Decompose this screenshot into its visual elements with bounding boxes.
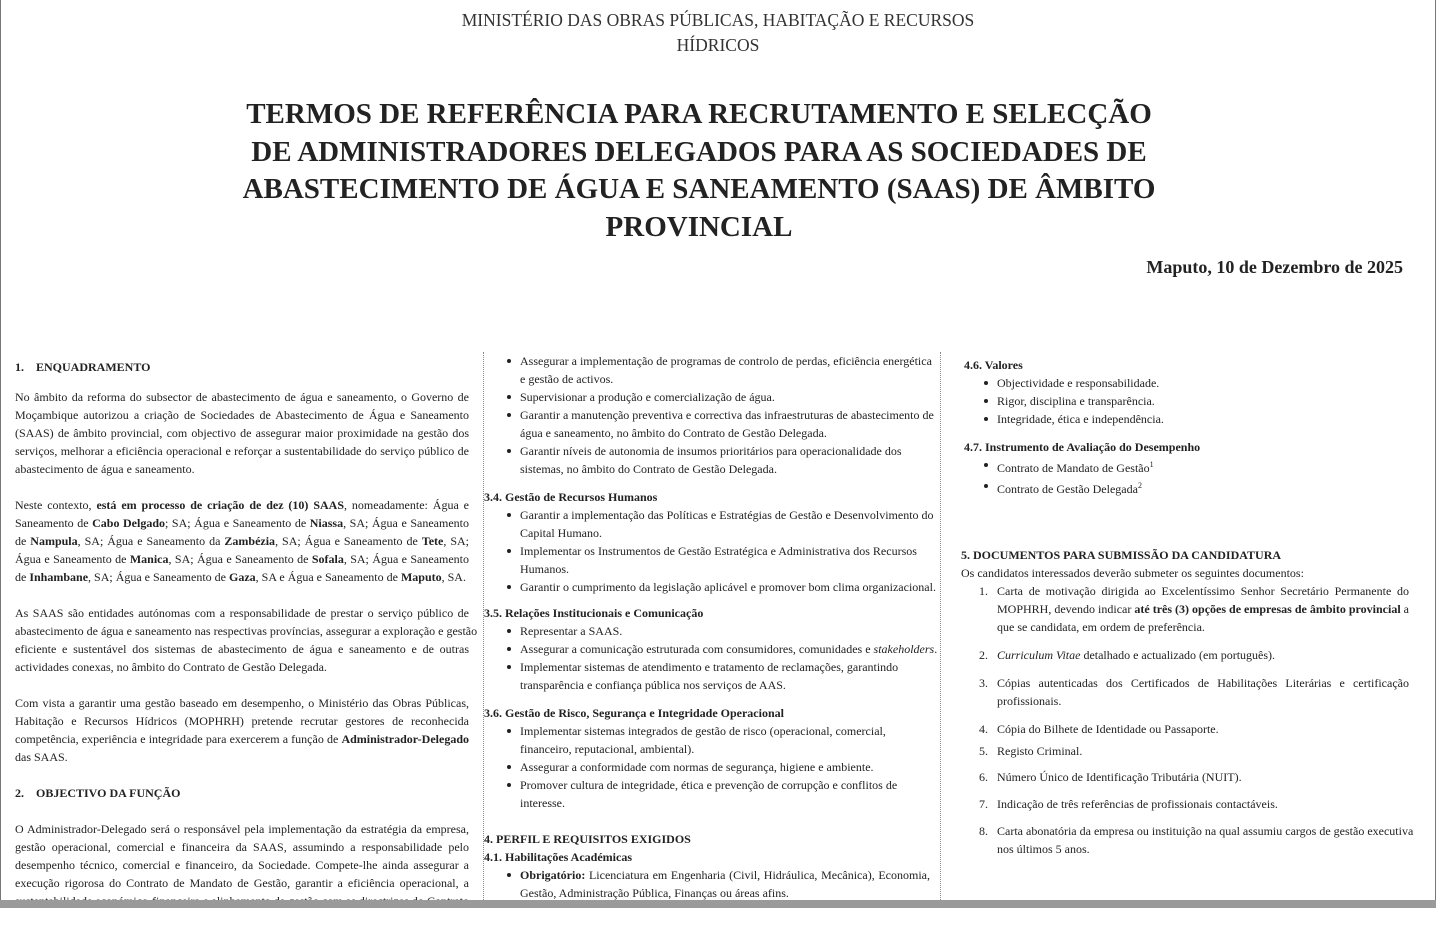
list-item: Garantir o cumprimento da legislação aplicável e promover bom clima organizacional. (484, 578, 940, 596)
section-3-6-heading: 3.6. Gestão de Risco, Segurança e Integridade Operacional (484, 706, 784, 720)
list-item: Assegurar a conformidade com normas de segurança, higiene e ambiente. (484, 758, 940, 776)
horizontal-scrollbar[interactable] (0, 900, 1436, 908)
list-item: Implementar sistemas de atendimento e tratamento de reclamações, garantindo transparência e confiança pública nos serviços de AAS. (484, 658, 940, 694)
section-3-5-heading: 3.5. Relações Institucionais e Comunicação (484, 606, 704, 620)
list-item: Contrato de Mandato de Gestão$^1$ (961, 456, 1409, 477)
list-item: Objectividade e responsabilidade. (961, 374, 1409, 392)
paragraph-4: Com vista a garantir uma gestão baseado em desempenho, o Ministério das Obras Públicas, Habitação e Recursos Hídricos (MOPHRH) pretende recrutar gestores de reconhecida competência, experiência e integridade para exercerem a função de Administrador-Delegado das SAAS. (15, 696, 469, 764)
section-1-heading: 1. ENQUADRAMENTO (15, 360, 151, 374)
section-5-heading: 5. DOCUMENTOS PARA SUBMISSÃO DA CANDIDATURA (961, 548, 1282, 562)
ministry-line-1: MINISTÉRIO DAS OBRAS PÚBLICAS, HABITAÇÃO E RECURSOS (461, 10, 975, 30)
list-item: Garantir a implementação das Políticas e Estratégias de Gestão e Desenvolvimento do Capital Humano. (484, 506, 940, 542)
column-2 (483, 352, 941, 900)
document-title (231, 96, 1167, 246)
paragraph-3: As SAAS são entidades autónomas com a responsabilidade de prestar o serviço público de abastecimento de água e saneamento nas respectivas províncias, assegurar a exploração e gestão eficiente e sustentável dos sistemas de abastecimento de água e saneamento e de outras actividades conexas, no âmbito do Contrato de Gestão Delegada. (15, 606, 478, 674)
list-item: 4. Cópia do Bilhete de Identidade ou Passaporte. (979, 722, 1219, 736)
section-4-1-heading: 4.1. Habilitações Académicas (484, 850, 632, 864)
bullet-list-hr (484, 506, 940, 596)
list-item: Assegurar a implementação de programas de controlo de perdas, eficiência energética e gestão de activos. (484, 352, 940, 388)
list-item: Implementar sistemas integrados de gestão de risco (operacional, comercial, financeiro, reputacional, ambiental). (484, 722, 940, 758)
footnote-ref-2: 2 (1137, 481, 1142, 490)
list-item: Obrigatório: Licenciatura em Engenharia (Civil, Hidráulica, Mecânica), Economia, Gestão, Administração Pública, Finanças ou áreas afins. (484, 866, 940, 902)
list-item: Supervisionar a produção e comercialização de água. (484, 388, 940, 406)
section-5-intro: Os candidatos interessados deverão submeter os seguintes documentos: (961, 566, 1304, 580)
section-4-heading: 4. PERFIL E REQUISITOS EXIGIDOS (484, 832, 691, 846)
title-line-2: DE ADMINISTRADORES DELEGADOS PARA AS SOCIEDADES DE (251, 135, 1147, 168)
column-3 (961, 352, 1414, 858)
bullet-list-risk (484, 722, 940, 812)
paragraph-5: O Administrador-Delegado será o responsável pela implementação da estratégia da empresa, gestão operacional, comercial e financeira da SAAS, assumindo a responsabilidade pelo desempenho técnico, comercial e financeiro, da Sociedade. Compete-lhe ainda assegurar a execução rigorosa do Contrato de Mandato de Gestão, garantir a eficiência operacional, a (15, 822, 469, 890)
bullet-list-relations (484, 622, 940, 694)
list-item: Implementar os Instrumentos de Gestão Estratégica e Administrativa dos Recursos Humanos. (484, 542, 940, 578)
values-list (961, 374, 1409, 428)
list-item: Garantir a manutenção preventiva e correctiva das infraestruturas de abastecimento de água e saneamento, no âmbito do Contrato de Gestão Delegada. (484, 406, 940, 442)
list-item: Garantir níveis de autonomia de insumos prioritários para operacionalidade dos sistemas, no âmbito do Contrato de Gestão Delegada. (484, 442, 940, 478)
list-item: Representar a SAAS. (484, 622, 940, 640)
list-item: 6. Número Único de Identificação Tributária (NUIT). (979, 770, 1242, 784)
list-item: Integridade, ética e independência. (961, 410, 1409, 428)
list-item: Promover cultura de integridade, ética e prevenção de corrupção e conflitos de interesse. (484, 776, 940, 812)
ministry-header (361, 8, 1075, 58)
bullet-list-operations (484, 352, 940, 478)
list-item: 2. Curriculum Vitae detalhado e actualizado (em português). (979, 648, 1276, 662)
list-item: Contrato de Gestão Delegada$^2$ (961, 477, 1409, 498)
bullet-list-qualifications (484, 866, 940, 902)
section-4-7-heading: 4.7. Instrumento de Avaliação do Desempenho (964, 440, 1201, 454)
list-item: 3. Cópias autenticadas dos Certificados de Habilitações Literárias e certificação profissionais. (979, 676, 1409, 708)
instruments-list (961, 456, 1409, 498)
list-item: 7. Indicação de três referências de profissionais contactáveis. (979, 797, 1278, 811)
list-item: Assegurar a comunicação estruturada com consumidores, comunidades e stakeholders. (484, 640, 940, 658)
title-line-4: PROVINCIAL (605, 210, 793, 243)
section-3-4-heading: 3.4. Gestão de Recursos Humanos (484, 490, 658, 504)
title-line-3: ABASTECIMENTO DE ÁGUA E SANEAMENTO (SAAS) DE ÂMBITO (242, 173, 1156, 205)
section-2-heading: 2. OBJECTIVO DA FUNÇÃO (15, 786, 181, 800)
ministry-line-2: HÍDRICOS (676, 35, 760, 55)
list-item: 5. Registo Criminal. (979, 744, 1083, 758)
paragraph-1: No âmbito da reforma do subsector de abastecimento de água e saneamento, o Governo de Moçambique autorizou a criação de Sociedades de Abastecimento de Água e Saneamento (SAAS) de âmbito provincial, com objectivo de assegurar maior proximidade na gestão dos serviços, melhorar a eficiência operacional e reforçar a sustentabilidade do serviço público de abastecimento de água e saneamento. (15, 390, 469, 476)
paragraph-2: Neste contexto, está em processo de criação de dez (10) SAAS, nomeadamente: Água e Saneamento de Cabo Delgado; SA; Água e Saneamento de Niassa, SA; Água e Saneamento de Nampula, SA; Água e Saneamento da Zambézia, SA; Água e Saneamento de Tete, SA; Água e Saneamento de Manica, SA; Água e Saneamento de Sofala, SA; Água e Saneamento de Inhambane, SA; Água e Saneamento de Gaza, SA e Água e Saneamento de Maputo, SA. (15, 498, 470, 584)
section-4-6-heading: 4.6. Valores (964, 358, 1023, 372)
documents-list (961, 582, 1414, 858)
column-1 (15, 352, 478, 928)
title-line-1: TERMOS DE REFERÊNCIA PARA RECRUTAMENTO E SELECÇÃO (246, 98, 1152, 130)
list-item: 1. Carta de motivação dirigida ao Excelentíssimo Senhor Secretário Permanente do MOPHRH, devendo indicar até três (3) opções de empresas de âmbito provincial a que se candidata, em ordem de preferência. (979, 584, 1409, 634)
footnote-ref-1: 1 (1149, 460, 1154, 469)
list-item: 8. Carta abonatória da empresa ou instituição na qual assumiu cargos de gestão executiva nos últimos 5 anos. (979, 824, 1414, 856)
list-item: Rigor, disciplina e transparência. (961, 392, 1409, 410)
document-date: Maputo, 10 de Dezembro de 2025 (1146, 257, 1403, 277)
